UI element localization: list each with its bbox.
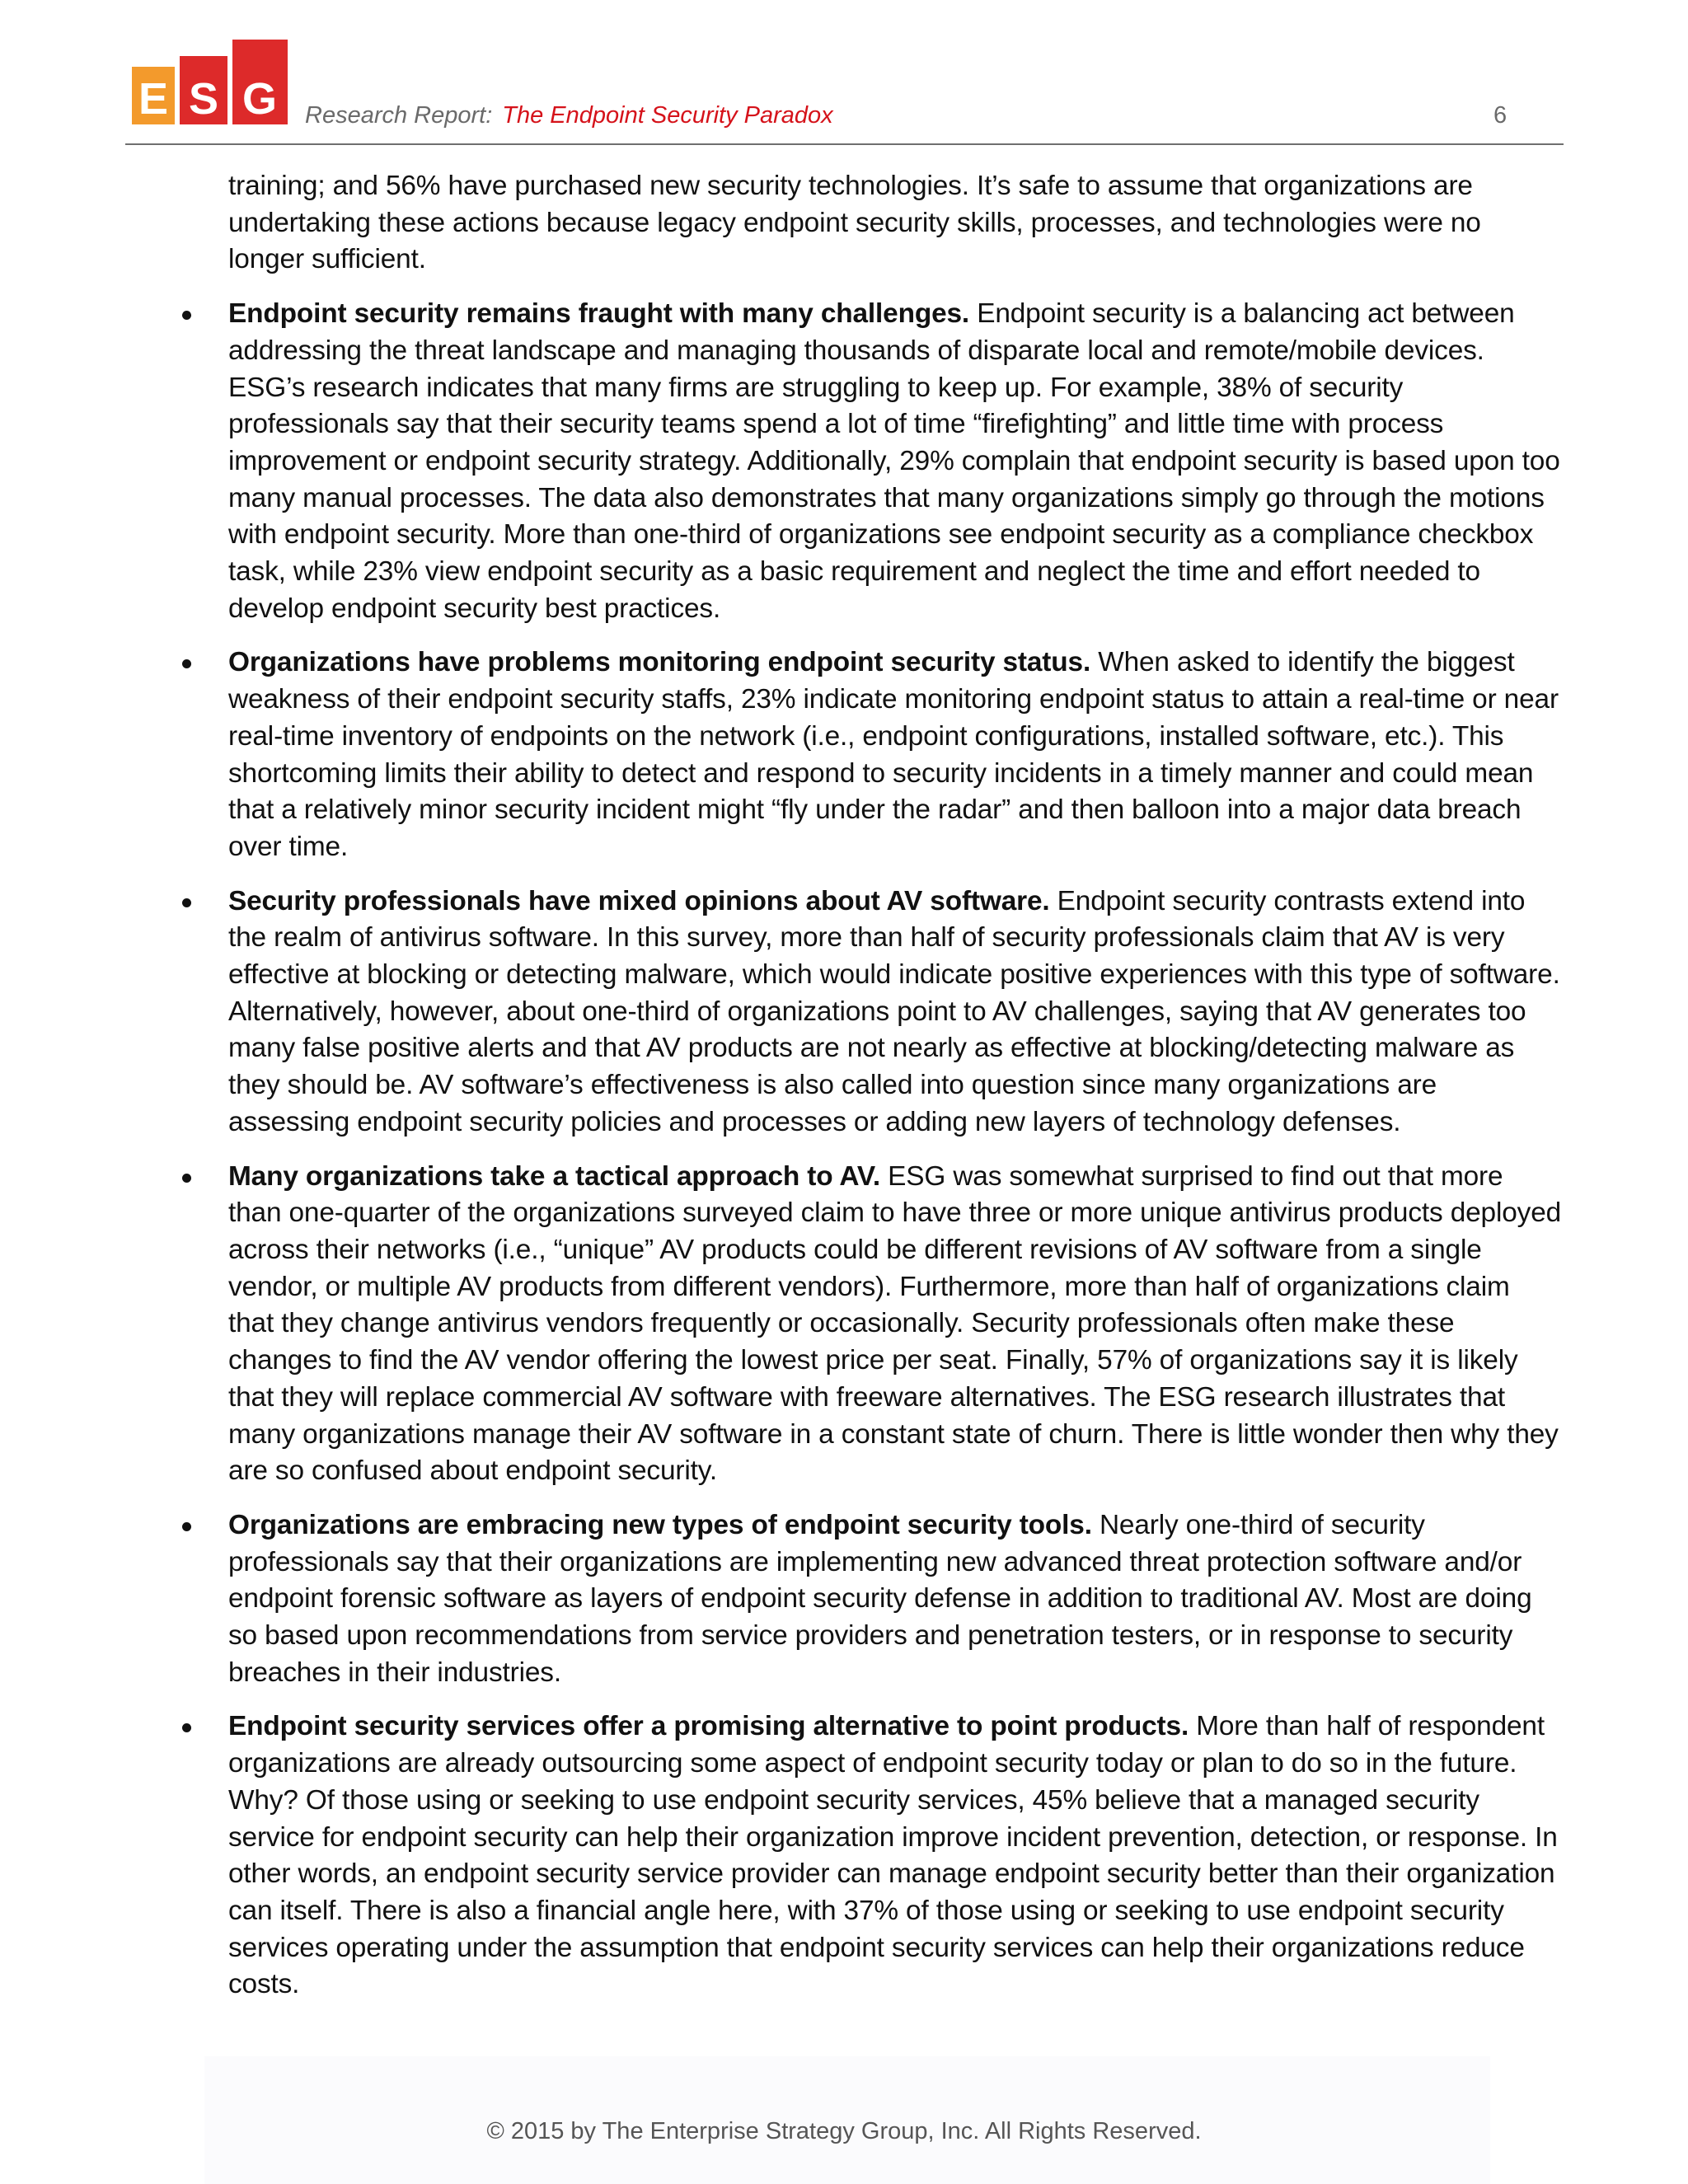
logo-letter-s: S (188, 74, 219, 124)
finding-lead: Endpoint security remains fraught with many challenges. (228, 298, 970, 330)
bullet-icon (182, 1174, 191, 1183)
finding-text: Endpoint security contrasts extend into the realm of antivirus software. In this survey, more than half of security professionals claim that AV is very effective at blocking or detecting malware, which would indicate positive experiences with this type of software. Alternatively, however, about one-third of organizations point to AV challenges, saying that AV generates too many false positive alerts and that AV products are not nearly as effective at blocking/detecting malware as they should be. AV software’s effectiveness is also called into question since many organizations are assessing endpoint security policies and processes or adding new layers of technology defenses. (228, 885, 1560, 1137)
finding-item (228, 883, 1562, 1141)
bullet-icon (182, 1522, 191, 1531)
copyright-footer: © 2015 by The Enterprise Strategy Group, Inc. All Rights Reserved. (486, 2118, 1202, 2144)
bullet-icon (182, 898, 191, 907)
finding-text: Endpoint security is a balancing act between addressing the threat landscape and managing thousands of disparate local and remote/mobile devices. ESG’s research indicates that many firms are struggling to keep up. For example, 38% of security professionals say that their security teams spend a lot of time “firefighting” and little time with process improvement or endpoint security strategy. Additionally, 29% complain that endpoint security is based upon too many manual processes. The data also demonstrates that many organizations simply go through the motions with endpoint security. More than one-third of organizations see endpoint security as a compliance checkbox task, while 23% view endpoint security as a basic requirement and neglect the time and effort needed to develop endpoint security best practices. (228, 298, 1560, 624)
logo-letter-e: E (138, 74, 169, 124)
intro-paragraph: training; and 56% have purchased new security technologies. It’s safe to assume that organizations are undertaking these actions because legacy endpoint security skills, processes, and technologies were no longer sufficient. (228, 171, 1481, 275)
report-prefix: Research Report: (305, 102, 493, 129)
finding-text: ESG was somewhat surprised to find out that more than one-quarter of the organizations surveyed claim to have three or more unique antivirus products deployed across their networks (i.e., “unique” AV products could be different revisions of AV software from a single vendor, or multiple AV products from different vendors). Furthermore, more than half of organizations claim that they change antivirus vendors frequently or occasionally. Security professionals often make these changes to find the AV vendor offering the lowest price per seat. Finally, 57% of organizations say it is likely that they will replace commercial AV software with freeware alternatives. The ESG research illustrates that many organizations manage their AV software in a constant state of churn. There is little wonder then why they are so confused about endpoint security. (228, 1160, 1562, 1487)
finding-item (228, 296, 1562, 627)
report-body (228, 168, 1562, 2004)
logo-letter-g: G (241, 74, 278, 124)
finding-lead: Endpoint security services offer a promising alternative to point products. (228, 1711, 1189, 1742)
page-number: 6 (1493, 102, 1507, 129)
header-divider (125, 143, 1564, 145)
finding-item (228, 1159, 1562, 1490)
finding-text: When asked to identify the biggest weakness of their endpoint security staffs, 23% indicate monitoring endpoint status to attain a real-time or near real-time inventory of endpoints on the network (i.e., endpoint configurations, installed software, etc.). This shortcoming limits their ability to detect and respond to security incidents in a timely manner and could mean that a relatively minor security incident might “fly under the radar” and then balloon into a major data breach over time. (228, 647, 1559, 862)
finding-item (228, 644, 1562, 865)
finding-lead: Organizations have problems monitoring endpoint security status. (228, 647, 1091, 678)
esg-logo (132, 37, 293, 128)
finding-lead: Many organizations take a tactical approach to AV. (228, 1160, 881, 1192)
bullet-icon (182, 311, 191, 320)
finding-lead: Security professionals have mixed opinions about AV software. (228, 885, 1050, 916)
findings-list (228, 296, 1562, 2004)
finding-text: More than half of respondent organizations are already outsourcing some aspect of endpoint security today or plan to do so in the future. Why? Of those using or seeking to use endpoint security services, 45% believe that a managed security service for endpoint security can help their organization improve incident prevention, detection, or response. In other words, an endpoint security service provider can manage endpoint security better than their organization can itself. There is also a financial angle here, with 37% of those using or seeking to use endpoint security services operating under the assumption that endpoint security services can help their organizations reduce costs. (228, 1711, 1558, 2000)
finding-text: Nearly one-third of security professionals say that their organizations are implementing new advanced threat protection software and/or endpoint forensic software as layers of endpoint security defense in addition to traditional AV. Most are doing so based upon recommendations from service providers and penetration testers, or in response to security breaches in their industries. (228, 1509, 1532, 1688)
bullet-icon (182, 1723, 191, 1732)
finding-item (228, 1708, 1562, 2004)
finding-lead: Organizations are embracing new types of endpoint security tools. (228, 1509, 1092, 1540)
finding-item (228, 1507, 1562, 1692)
bullet-icon (182, 659, 191, 668)
report-title: The Endpoint Security Paradox (502, 102, 833, 129)
running-header (305, 102, 833, 129)
